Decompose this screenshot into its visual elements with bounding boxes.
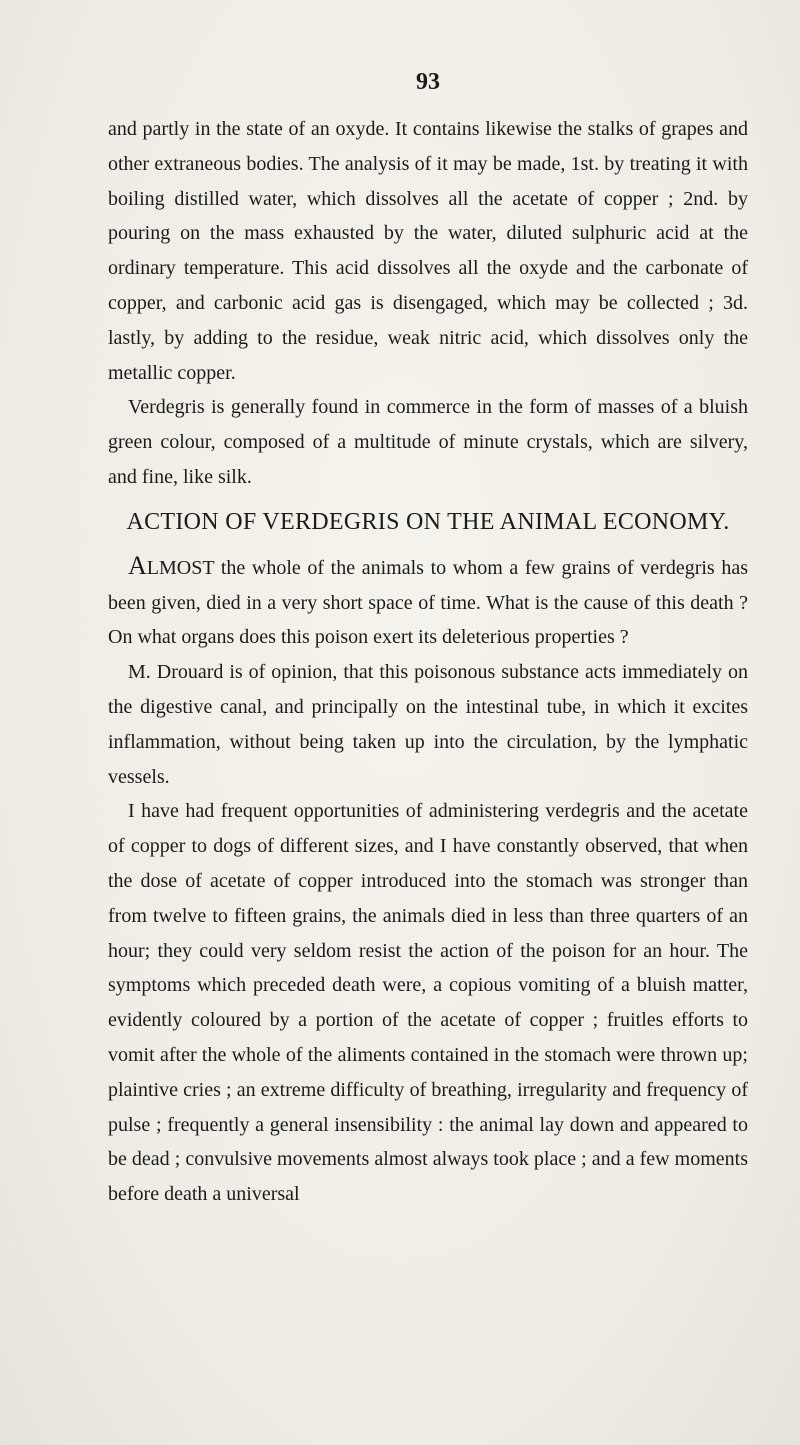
paragraph-commerce: Verdegris is generally found in commerce in the form of masses of a bluish green colour, composed of a multitude of minute crystals, which are silvery, and fine, like silk. — [108, 396, 748, 488]
paragraph-drouard: M. Drouard is of opinion, that this poisonous substance acts immediately on the digestive canal, and principally on the intestinal tube, in which it excites inflammation, without being taken up into the circulation, by the lymphatic vessels. — [108, 661, 748, 788]
paragraph-experiments: I have had frequent opportunities of administering verdegris and the acetate of copper to dogs of different sizes, and I have constantly observed, that when the dose of acetate of copper introduced into the stomach was stronger than from twelve to fifteen grains, the animals died in less than three quarters of an hour; they could very seldom resist the action of the poison for an hour. The symptoms which preceded death were, a copious vomiting of a bluish matter, evidently coloured by a portion of the acetate of copper ; fruitles efforts to vomit after the whole of the aliments contained in the stomach were thrown up; plaintive cries ; an extreme difficulty of breathing, irregularity and frequency of pulse ; frequently a general insensibility : the animal lay down and appeared to be dead ; convulsive movements almost always took place ; and a few moments before death a universal — [108, 800, 748, 1206]
paragraph-analysis: and partly in the state of an oxyde. It contains likewise the stalks of grapes and other extraneous bodies. The analysis of it may be made, 1st. by treating it with boiling distilled water, which dissolves all the acetate of copper ; 2nd. by pouring on the mass exhausted by the water, diluted sulphuric acid at the ordinary temperature. This acid dissolves all the oxyde and the carbonate of copper, and carbonic acid gas is disengaged, which may be collected ; 3d. lastly, by adding to the residue, weak nitric acid, which dissolves only the metallic copper. — [108, 118, 748, 384]
page-number: 93 — [416, 69, 440, 95]
section-heading: ACTION OF VERDEGRIS ON THE ANIMAL ECONOMY. — [126, 508, 730, 535]
lead-smallcaps: LMOST — [146, 556, 215, 579]
book-page — [108, 62, 748, 1212]
lead-initial: A — [128, 550, 147, 580]
paragraph-almost — [108, 549, 748, 655]
paragraph-almost-text: the whole of the animals to whom a few grains of verdegris has been given, died in a very short space of time. What is the cause of this death ? On what organs does this poison exert its deleterious properties ? — [108, 556, 748, 649]
